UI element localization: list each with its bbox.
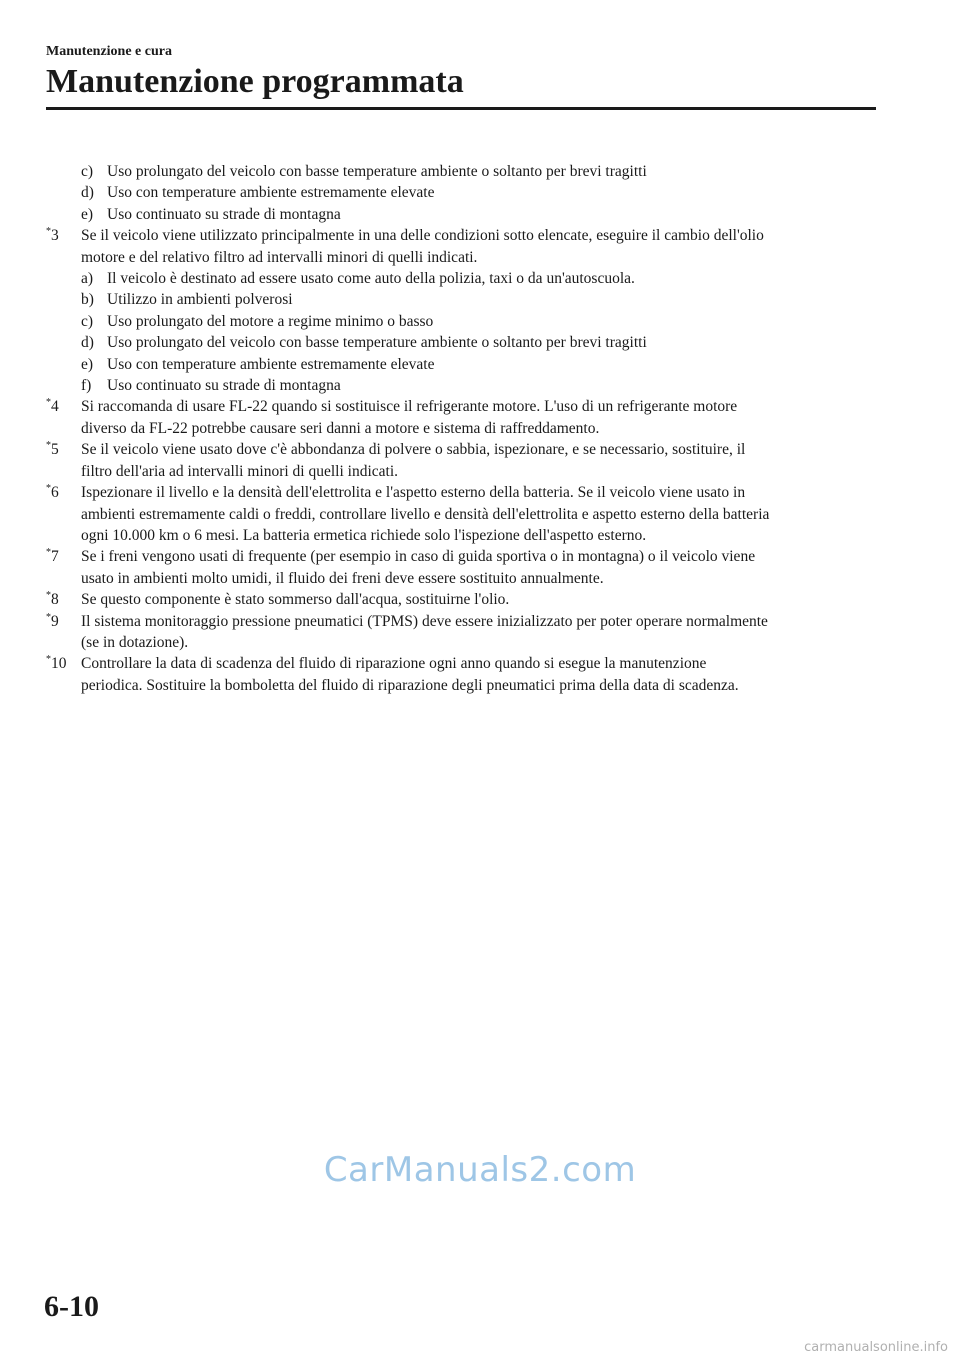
list-item: d) Uso prolungato del veicolo con basse temperature ambiente o soltanto per brevi tragitti (81, 334, 647, 352)
note-text-line: Se questo componente è stato sommerso dall'acqua, sostituirne l'olio. (81, 591, 510, 609)
note-text-line: Controllare la data di scadenza del fluido di riparazione ogni anno quando si esegue la manutenzione (81, 655, 707, 673)
list-item: c) Uso prolungato del motore a regime minimo o basso (81, 312, 434, 330)
page-number: 6-10 (44, 1290, 99, 1323)
note-text-line: periodica. Sostituire la bomboletta del fluido di riparazione degli pneumatici prima della data di scadenza. (81, 676, 739, 694)
note-text-line: Ispezionare il livello e la densità dell'elettrolita e l'aspetto esterno della batteria. Se il veicolo viene usato in (81, 484, 746, 502)
note-10 (46, 653, 880, 696)
watermark: CarManuals2.com (323, 1150, 637, 1190)
note-text-line: Se il veicolo viene utilizzato principalmente in una delle condizioni sotto elencate, eseguire il cambio dell'olio (81, 227, 764, 245)
note-text-line: ogni 10.000 km o 6 mesi. La batteria ermetica richiede solo l'ispezione dell'aspetto esterno. (81, 526, 647, 544)
note-marker: *9 (46, 611, 59, 630)
page-title: Manutenzione programmata (46, 63, 464, 100)
note-text-line: ambienti estremamente caldi o freddi, controllare livello e densità dell'elettrolita e aspetto esterno della batteria (81, 505, 770, 523)
note-marker: *3 (46, 226, 59, 245)
note-text-line: (se in dotazione). (81, 633, 189, 651)
note-9 (46, 611, 880, 654)
note-5 (46, 439, 880, 482)
list-item: c) Uso prolungato del veicolo con basse temperature ambiente o soltanto per brevi tragitti (81, 163, 647, 180)
list-item: b) Utilizzo in ambienti polverosi (81, 291, 293, 309)
notes-content (46, 161, 880, 696)
note-text-line: Se i freni vengono usati di frequente (per esempio in caso di guida sportiva o in montagna) o il veicolo viene (81, 548, 756, 566)
note-marker: *8 (46, 590, 59, 609)
note-text-line: motore e del relativo filtro ad intervalli minori di quelli indicati. (81, 248, 478, 266)
note-marker: *10 (46, 654, 67, 673)
list-item: d) Uso con temperature ambiente estremamente elevate (81, 184, 435, 202)
note-text-line: usato in ambienti molto umidi, il fluido dei freni deve essere sostituito annualmente. (81, 569, 604, 587)
note-marker: *7 (46, 547, 59, 566)
note-marker: *6 (46, 483, 59, 502)
note-8 (46, 589, 880, 610)
note-6 (46, 482, 880, 546)
note-marker: *4 (46, 397, 59, 416)
list-item: a) Il veicolo è destinato ad essere usato come auto della polizia, taxi o da un'autoscuola. (81, 270, 635, 288)
note-7 (46, 546, 880, 589)
list-item: f) Uso continuato su strade di montagna (81, 377, 341, 395)
footer-watermark: carmanualsonline.info (804, 1340, 948, 1355)
list-item: e) Uso continuato su strade di montagna (81, 205, 341, 223)
list-item: e) Uso con temperature ambiente estremamente elevate (81, 355, 435, 373)
note-3 (46, 225, 880, 268)
note-text-line: Si raccomanda di usare FL-22 quando si sostituisce il refrigerante motore. L'uso di un refrigerante motore (81, 398, 738, 416)
note-4 (46, 396, 880, 439)
note-marker: *5 (46, 440, 59, 459)
note-text-line: Il sistema monitoraggio pressione pneumatici (TPMS) deve essere inizializzato per poter operare normalmente (81, 612, 768, 630)
note-text-line: diverso da FL-22 potrebbe causare seri danni a motore e sistema di raffreddamento. (81, 419, 600, 437)
section-label: Manutenzione e cura (46, 44, 172, 59)
note-text-line: filtro dell'aria ad intervalli minori di quelli indicati. (81, 462, 399, 480)
title-divider (46, 107, 876, 110)
note-text-line: Se il veicolo viene usato dove c'è abbondanza di polvere o sabbia, ispezionare, e se necessario, sostituire, il (81, 441, 746, 459)
